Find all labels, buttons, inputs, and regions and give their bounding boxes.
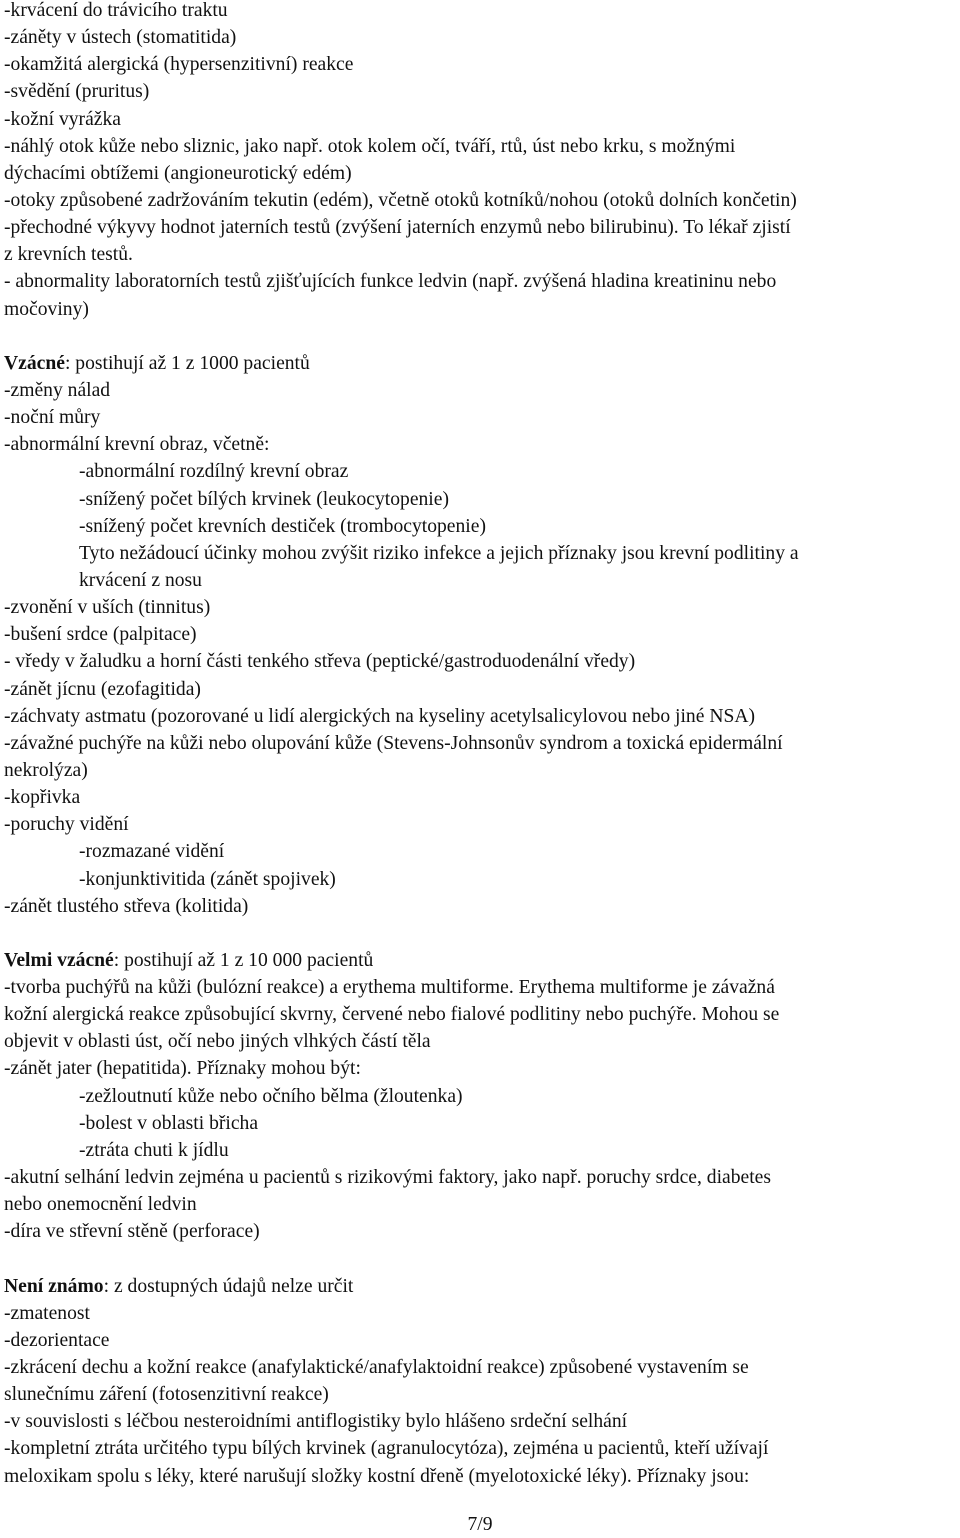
list-item: -závažné puchýře na kůži nebo olupování kůže (Stevens-Johnsonův syndrom a toxická epidermální bbox=[4, 732, 783, 754]
sub-list-item: -rozmazané vidění bbox=[79, 841, 225, 863]
section-heading bbox=[4, 947, 954, 974]
list-item: -přechodné výkyvy hodnot jaterních testů (zvýšení jaterních enzymů nebo bilirubinu). To lékař zjistí bbox=[4, 217, 791, 239]
list-item: -záchvaty astmatu (pozorované u lidí alergických na kyseliny acetylsalicylovou nebo jiné NSA) bbox=[4, 705, 756, 727]
list-item: dýchacími obtížemi (angioneurotický edém) bbox=[4, 162, 352, 184]
frequency-title: Vzácné bbox=[4, 352, 65, 374]
list-item: močoviny) bbox=[4, 298, 89, 320]
list-item: -bušení srdce (palpitace) bbox=[4, 624, 197, 646]
section-unknown bbox=[4, 1273, 954, 1490]
sub-list-item: -bolest v oblasti břicha bbox=[79, 1112, 259, 1134]
list-item: -zmatenost bbox=[4, 1302, 90, 1324]
spacer bbox=[4, 1245, 954, 1272]
list-item: -tvorba puchýřů na kůži (bulózní reakce) a erythema multiforme. Erythema multiforme je závažná bbox=[4, 977, 775, 999]
list-item: -zánět tlustého střeva (kolitida) bbox=[4, 895, 249, 917]
frequency-title: Není známo bbox=[4, 1275, 104, 1297]
section-heading bbox=[4, 350, 954, 377]
spacer bbox=[4, 920, 954, 947]
list-item: kožní alergická reakce způsobující skvrny, červené nebo fialové podlitiny nebo puchýře. Mohou se bbox=[4, 1004, 780, 1026]
sub-list-item: -snížený počet krevních destiček (trombocytopenie) bbox=[79, 515, 486, 537]
list-item: -abnormální krevní obraz, včetně: bbox=[4, 434, 270, 456]
list-item: -zvonění v uších (tinnitus) bbox=[4, 597, 211, 619]
list-item: -kopřivka bbox=[4, 787, 81, 809]
top-symptom-list bbox=[4, 0, 954, 323]
list-item: -poruchy vidění bbox=[4, 814, 129, 836]
sub-list-item: -ztráta chuti k jídlu bbox=[79, 1139, 229, 1161]
section-rare bbox=[4, 350, 954, 920]
list-item: -dezorientace bbox=[4, 1329, 110, 1351]
list-item: objevit v oblasti úst, očí nebo jiných vlhkých částí těla bbox=[4, 1031, 431, 1053]
list-item: nekrolýza) bbox=[4, 759, 88, 781]
list-item: -akutní selhání ledvin zejména u pacientů s rizikovými faktory, jako např. poruchy srdce, diabetes bbox=[4, 1167, 771, 1189]
list-item: -zánět jícnu (ezofagitida) bbox=[4, 678, 201, 700]
list-item: -v souvislosti s léčbou nesteroidními antiflogistiky bylo hlášeno srdeční selhání bbox=[4, 1411, 628, 1433]
list-item: -zkrácení dechu a kožní reakce (anafylaktické/anafylaktoidní reakce) způsobené vystavením se bbox=[4, 1357, 749, 1379]
list-item: -záněty v ústech (stomatitida) bbox=[4, 27, 237, 49]
list-item: z krevních testů. bbox=[4, 244, 133, 266]
list-item: meloxikam spolu s léky, které narušují složky kostní dřeně (myelotoxické léky). Příznaky jsou: bbox=[4, 1465, 750, 1487]
document-page bbox=[4, 0, 954, 1490]
list-item: -krvácení do trávicího traktu bbox=[4, 0, 228, 21]
section-heading bbox=[4, 1273, 954, 1300]
section-very-rare bbox=[4, 947, 954, 1246]
frequency-subtitle: : z dostupných údajů nelze určit bbox=[103, 1275, 354, 1297]
page-number: 7/9 bbox=[467, 1514, 493, 1535]
sub-list-item: -zežloutnutí kůže nebo očního bělma (žloutenka) bbox=[79, 1085, 463, 1107]
frequency-subtitle: : postihují až 1 z 10 000 pacientů bbox=[113, 949, 374, 971]
list-item: - abnormality laboratorních testů zjišťujících funkce ledvin (např. zvýšená hladina kreatininu nebo bbox=[4, 271, 777, 293]
list-item: -díra ve střevní stěně (perforace) bbox=[4, 1221, 260, 1243]
sub-list-item: -abnormální rozdílný krevní obraz bbox=[79, 461, 349, 483]
list-item: -svědění (pruritus) bbox=[4, 81, 150, 103]
sub-list-item: -snížený počet bílých krvinek (leukocytopenie) bbox=[79, 488, 449, 510]
list-item: -kompletní ztráta určitého typu bílých krvinek (agranulocytóza), zejména u pacientů, kteří užívají bbox=[4, 1438, 769, 1460]
sub-list-item: Tyto nežádoucí účinky mohou zvýšit riziko infekce a jejich příznaky jsou krevní podlitiny a bbox=[79, 542, 799, 564]
spacer bbox=[4, 323, 954, 350]
list-item: -náhlý otok kůže nebo sliznic, jako např. otok kolem očí, tváří, rtů, úst nebo krku, s možnými bbox=[4, 135, 736, 157]
list-item: -okamžitá alergická (hypersenzitivní) reakce bbox=[4, 54, 354, 76]
list-item: nebo onemocnění ledvin bbox=[4, 1194, 197, 1216]
list-item: -kožní vyrážka bbox=[4, 108, 121, 130]
list-item: -zánět jater (hepatitida). Příznaky mohou být: bbox=[4, 1058, 361, 1080]
list-item: - vředy v žaludku a horní části tenkého střeva (peptické/gastroduodenální vředy) bbox=[4, 651, 636, 673]
list-item: slunečnímu záření (fotosenzitivní reakce) bbox=[4, 1384, 329, 1406]
list-item: -změny nálad bbox=[4, 379, 111, 401]
sub-list-item: -konjunktivitida (zánět spojivek) bbox=[79, 868, 336, 890]
frequency-title: Velmi vzácné bbox=[4, 949, 114, 971]
list-item: -noční můry bbox=[4, 407, 101, 429]
frequency-subtitle: : postihují až 1 z 1000 pacientů bbox=[64, 352, 310, 374]
sub-list-item: krvácení z nosu bbox=[79, 569, 202, 591]
list-item: -otoky způsobené zadržováním tekutin (edém), včetně otoků kotníků/nohou (otoků dolních končetin) bbox=[4, 189, 797, 211]
